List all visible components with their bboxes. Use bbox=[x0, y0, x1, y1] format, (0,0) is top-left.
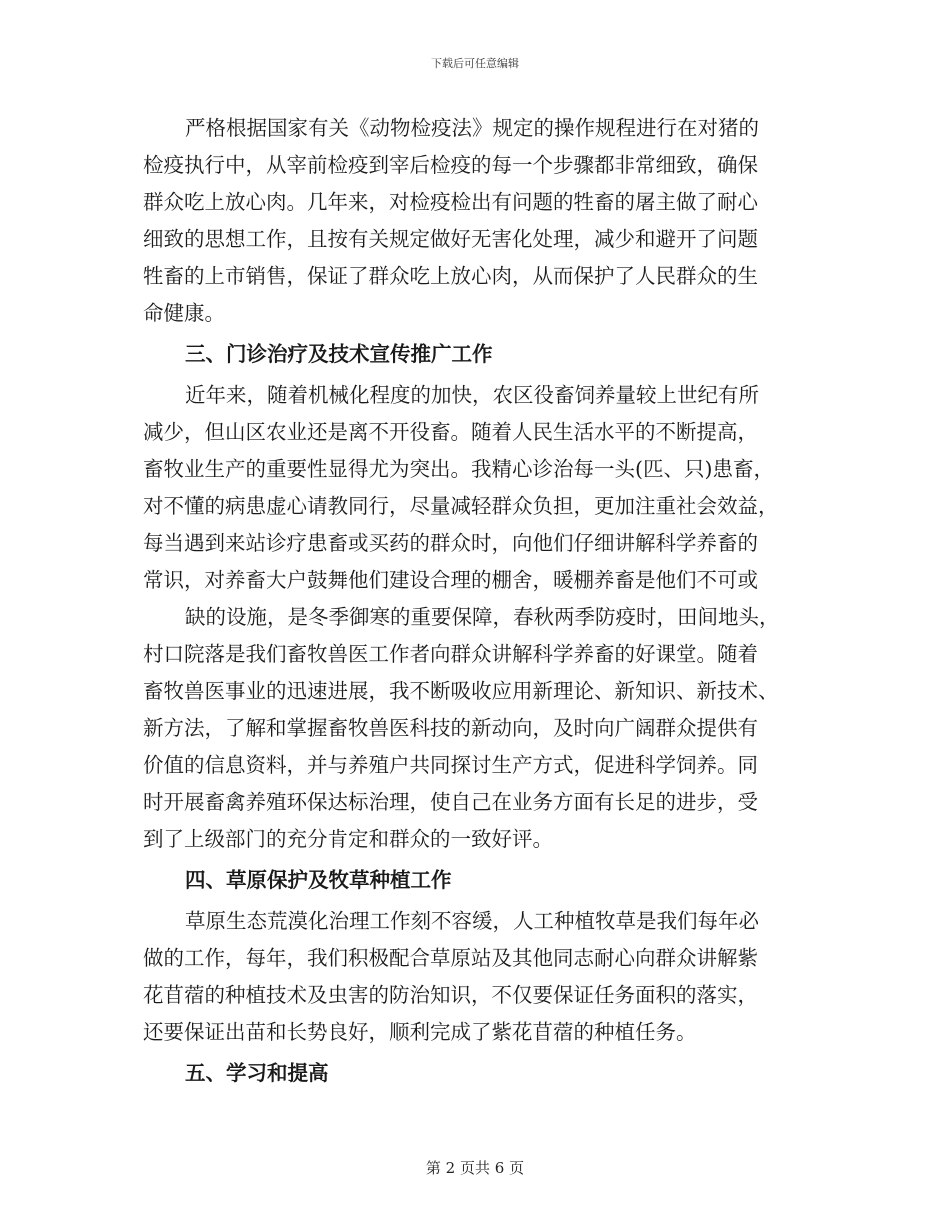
section-heading-4: 四、草原保护及牧草种植工作 bbox=[185, 868, 452, 892]
text-line: 减少，但山区农业还是离不开役畜。随着人民生活水平的不断提高， bbox=[143, 420, 758, 444]
section-heading-5: 五、学习和提高 bbox=[185, 1061, 329, 1085]
text-line: 畜牧兽医事业的迅速进展，我不断吸收应用新理论、新知识、新技术、 bbox=[143, 679, 779, 703]
text-line: 新方法，了解和掌握畜牧兽医科技的新动向，及时向广阔群众提供有 bbox=[143, 716, 758, 740]
text-line: 对不懂的病患虚心请教同行，尽量减轻群众负担，更加注重社会效益， bbox=[143, 494, 779, 518]
text-line: 常识，对养畜大户鼓舞他们建设合理的棚舍，暖棚养畜是他们不可或 bbox=[143, 568, 758, 592]
document-body bbox=[143, 110, 808, 1096]
text-line: 时开展畜禽养殖环保达标治理，使自己在业务方面有长足的进步，受 bbox=[143, 790, 758, 814]
text-line: 群众吃上放心肉。几年来，对检疫检出有问题的牲畜的屠主做了耐心 bbox=[143, 190, 758, 214]
text-line: 近年来，随着机械化程度的加快，农区役畜饲养量较上世纪有所 bbox=[185, 383, 759, 407]
text-line: 牲畜的上市销售，保证了群众吃上放心肉，从而保护了人民群众的生 bbox=[143, 264, 758, 288]
text-line: 还要保证出苗和长势良好，顺利完成了紫花苜蓿的种植任务。 bbox=[143, 1020, 697, 1044]
paragraph-grassland bbox=[143, 903, 808, 1051]
text-line: 畜牧业生产的重要性显得尤为突出。我精心诊治每一头(匹、只)患畜， bbox=[143, 457, 774, 481]
text-line: 价值的信息资料，并与养殖户共同探讨生产方式，促进科学饲养。同 bbox=[143, 753, 758, 777]
text-line: 草原生态荒漠化治理工作刻不容缓，人工种植牧草是我们每年必 bbox=[185, 909, 759, 933]
page-footer: 第 2 页共 6 页 bbox=[425, 1159, 525, 1177]
text-line: 花苜蓿的种植技术及虫害的防治知识，不仅要保证任务面积的落实， bbox=[143, 983, 758, 1007]
paragraph-facilities bbox=[143, 599, 808, 858]
text-line: 做的工作，每年，我们积极配合草原站及其他同志耐心向群众讲解紫 bbox=[143, 946, 758, 970]
text-line: 命健康。 bbox=[143, 301, 225, 325]
text-line: 到了上级部门的充分肯定和群众的一致好评。 bbox=[143, 827, 553, 851]
paragraph-clinic bbox=[143, 377, 808, 599]
text-line: 严格根据国家有关《动物检疫法》规定的操作规程进行在对猪的 bbox=[185, 116, 759, 140]
text-line: 检疫执行中，从宰前检疫到宰后检疫的每一个步骤都非常细致，确保 bbox=[143, 153, 758, 177]
text-line: 村口院落是我们畜牧兽医工作者向群众讲解科学养畜的好课堂。随着 bbox=[143, 642, 758, 666]
section-heading-3: 三、门诊治疗及技术宣传推广工作 bbox=[185, 342, 493, 366]
text-line: 细致的思想工作，且按有关规定做好无害化处理，减少和避开了问题 bbox=[143, 227, 758, 251]
paragraph-inspection bbox=[143, 110, 808, 332]
page-header: 下载后可任意编辑 bbox=[431, 57, 519, 70]
text-line: 缺的设施，是冬季御寒的重要保障，春秋两季防疫时，田间地头， bbox=[185, 605, 780, 629]
text-line: 每当遇到来站诊疗患畜或买药的群众时，向他们仔细讲解科学养畜的 bbox=[143, 531, 758, 555]
